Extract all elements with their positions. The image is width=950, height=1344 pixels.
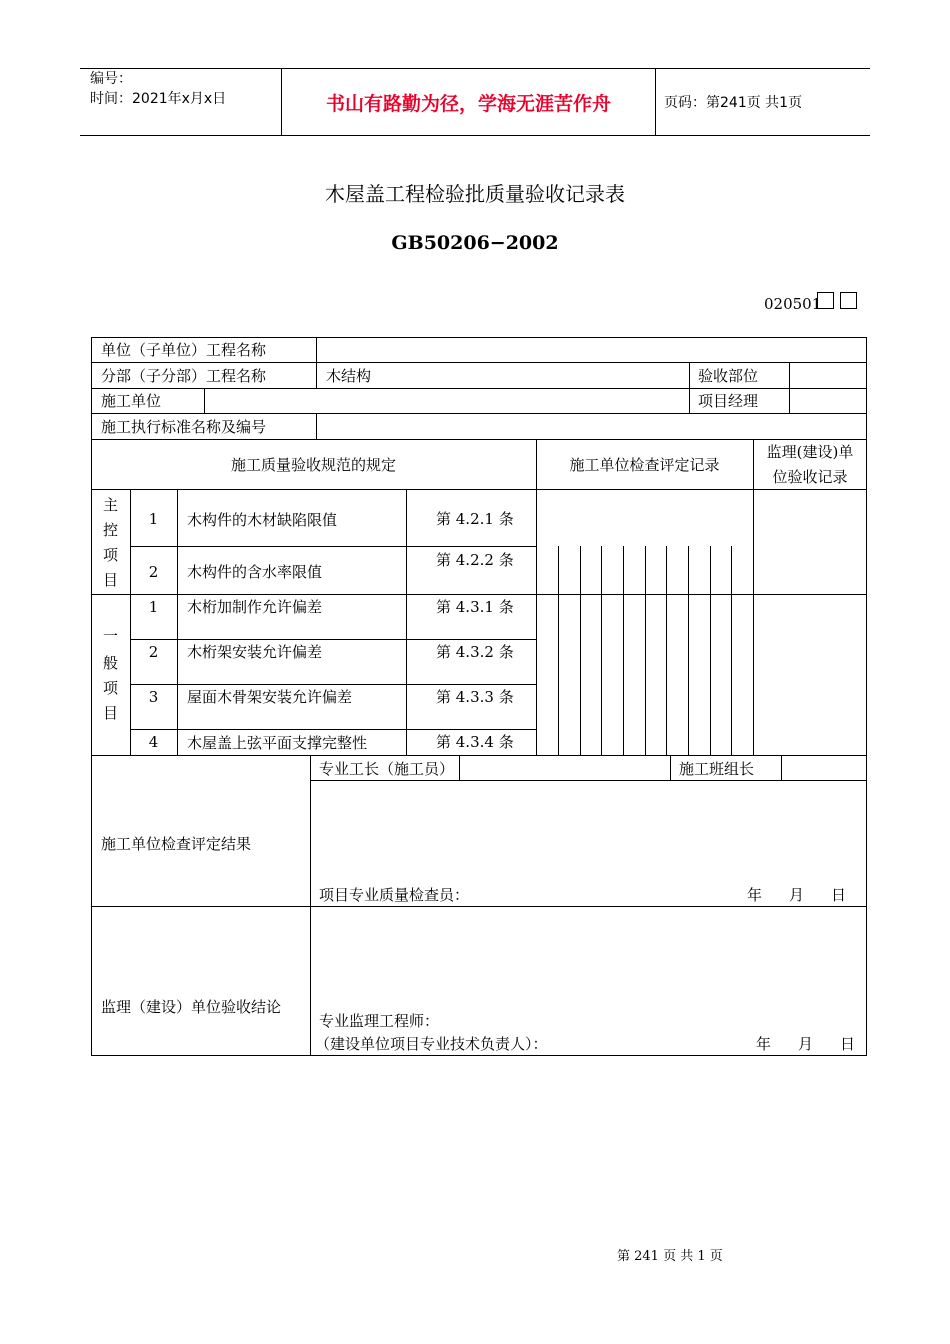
item-name: 木构件的木材缺陷限值 [187, 511, 338, 529]
item-clause: 第 4.3.1 条 [436, 598, 514, 616]
supervision-header-line2: 位验收记录 [772, 468, 848, 486]
unit-project-value[interactable] [326, 341, 856, 359]
owner-label: （建设单位项目专业技术负责人）： [315, 1035, 548, 1053]
form-code: 020501 [764, 295, 822, 313]
item-number: 4 [148, 733, 159, 751]
standard-label: 施工执行标准名称及编号 [101, 418, 267, 436]
item-name: 木桁加制作允许偏差 [187, 598, 323, 616]
acceptance-part-value[interactable] [796, 367, 860, 385]
team-leader-value[interactable] [788, 760, 860, 778]
result-day: 日 [831, 886, 847, 904]
spec-header: 施工质量验收规范的规定 [230, 456, 396, 474]
conclusion-year: 年 [756, 1035, 772, 1053]
item-clause: 第 4.2.2 条 [436, 551, 514, 569]
item-number: 1 [148, 510, 159, 528]
team-leader-label: 施工班组长 [679, 760, 755, 778]
item-name: 木桁架安装允许偏差 [187, 643, 323, 661]
conclusion-day: 日 [840, 1035, 856, 1053]
item-name: 屋面木骨架安装允许偏差 [187, 688, 353, 706]
page-info: 页码：第241页 共1页 [664, 95, 803, 111]
result-year: 年 [747, 886, 763, 904]
motto: 书山有路勤为径，学海无涯苦作舟 [325, 93, 611, 115]
supervision-header-line1: 监理(建设)单 [766, 443, 854, 461]
project-manager-value[interactable] [796, 392, 860, 410]
project-manager-label: 项目经理 [698, 392, 759, 410]
form-title: 木屋盖工程检验批质量验收记录表 [325, 182, 625, 206]
construction-unit-label: 施工单位 [101, 392, 162, 410]
item-clause: 第 4.3.4 条 [436, 733, 514, 751]
check-record-header: 施工单位检查评定记录 [569, 456, 720, 474]
construction-unit-value[interactable] [212, 392, 682, 410]
sub-project-label: 分部（子分部）工程名称 [101, 367, 267, 385]
conclusion-month: 月 [798, 1035, 814, 1053]
item-number: 2 [148, 563, 159, 581]
page-footer: 第 241 页 共 1 页 [617, 1249, 723, 1264]
foreman-value[interactable] [466, 760, 664, 778]
result-label: 施工单位检查评定结果 [101, 835, 252, 853]
form-code-box-1[interactable] [817, 292, 834, 309]
standard-value[interactable] [326, 418, 856, 436]
item-clause: 第 4.3.3 条 [436, 688, 514, 706]
item-clause: 第 4.3.2 条 [436, 643, 514, 661]
serial-label: 编号： [90, 71, 132, 87]
time-label: 时间：2021年x月x日 [90, 91, 227, 107]
inspector-label: 项目专业质量检查员： [319, 886, 470, 904]
item-number: 3 [148, 688, 159, 706]
sub-project-value[interactable]: 木结构 [326, 367, 372, 385]
item-clause: 第 4.2.1 条 [436, 510, 514, 528]
item-number: 1 [148, 598, 159, 616]
form-code-box-2[interactable] [840, 292, 857, 309]
standard-code: GB50206−2002 [391, 232, 559, 254]
engineer-label: 专业监理工程师： [319, 1012, 440, 1030]
item-name: 木屋盖上弦平面支撑完整性 [187, 734, 368, 752]
item-name: 木构件的含水率限值 [187, 563, 323, 581]
result-month: 月 [789, 886, 805, 904]
conclusion-label: 监理（建设）单位验收结论 [101, 998, 282, 1016]
item-number: 2 [148, 643, 159, 661]
acceptance-part-label: 验收部位 [698, 367, 759, 385]
unit-project-label: 单位（子单位）工程名称 [101, 341, 267, 359]
foreman-label: 专业工长（施工员） [319, 760, 455, 778]
